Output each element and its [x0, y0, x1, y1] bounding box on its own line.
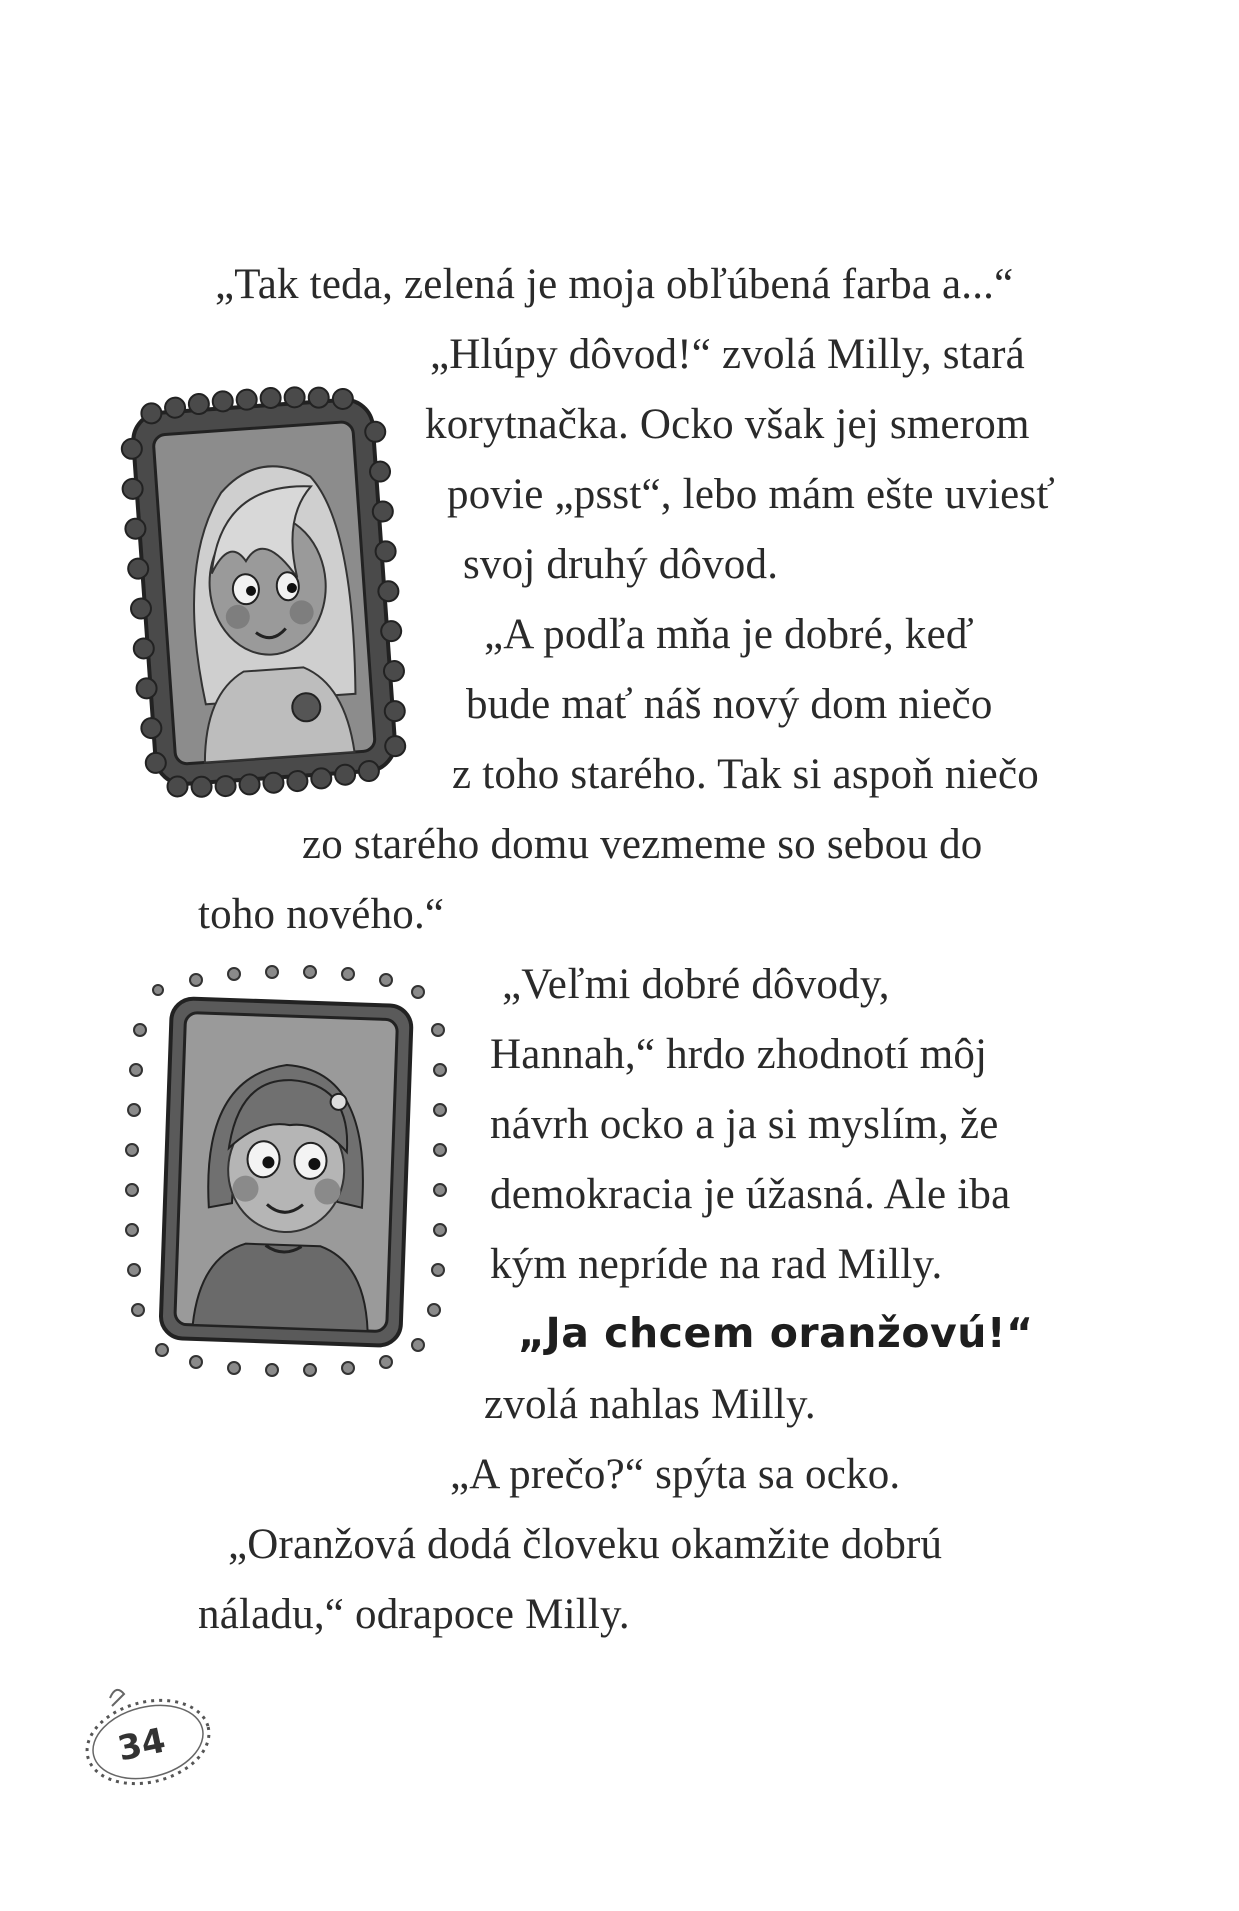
page-number: 34	[114, 1720, 169, 1770]
text-line-16-emphasis: „Ja chcem oranžovú!“	[518, 1309, 1034, 1357]
text-line-8: z toho starého. Tak si aspoň niečo	[452, 751, 1039, 798]
text-line-10: toho nového.“	[198, 891, 445, 938]
text-line-11: „Veľmi dobré dôvody,	[502, 961, 890, 1008]
text-line-9: zo starého domu vezmeme so sebou do	[302, 821, 983, 868]
page-number-badge	[78, 1680, 218, 1790]
text-line-18: „A prečo?“ spýta sa ocko.	[450, 1451, 901, 1498]
text-line-20: náladu,“ odrapoce Milly.	[198, 1591, 630, 1638]
text-line-12: Hannah,“ hrdo zhodnotí môj	[490, 1031, 988, 1078]
text-line-4: povie „psst“, lebo mám ešte uviesť	[447, 471, 1055, 518]
text-line-1: „Tak teda, zelená je moja obľúbená farba a...“	[215, 261, 1014, 308]
portrait-long-hair-girl-illustration	[118, 370, 408, 810]
text-line-6: „A podľa mňa je dobré, keď	[484, 611, 974, 658]
text-line-15: kým nepríde na rad Milly.	[490, 1241, 943, 1288]
portrait-bob-hair-girl-illustration	[118, 950, 453, 1400]
text-line-17: zvolá nahlas Milly.	[484, 1381, 816, 1428]
text-line-7: bude mať náš nový dom niečo	[466, 681, 993, 728]
text-line-19: „Oranžová dodá človeku okamžite dobrú	[228, 1521, 943, 1568]
text-line-3: korytnačka. Ocko však jej smerom	[425, 401, 1030, 448]
text-line-5: svoj druhý dôvod.	[463, 541, 779, 588]
text-line-2: „Hlúpy dôvod!“ zvolá Milly, stará	[430, 331, 1025, 378]
text-line-13: návrh ocko a ja si myslím, že	[490, 1101, 999, 1148]
text-line-14: demokracia je úžasná. Ale iba	[490, 1171, 1011, 1218]
